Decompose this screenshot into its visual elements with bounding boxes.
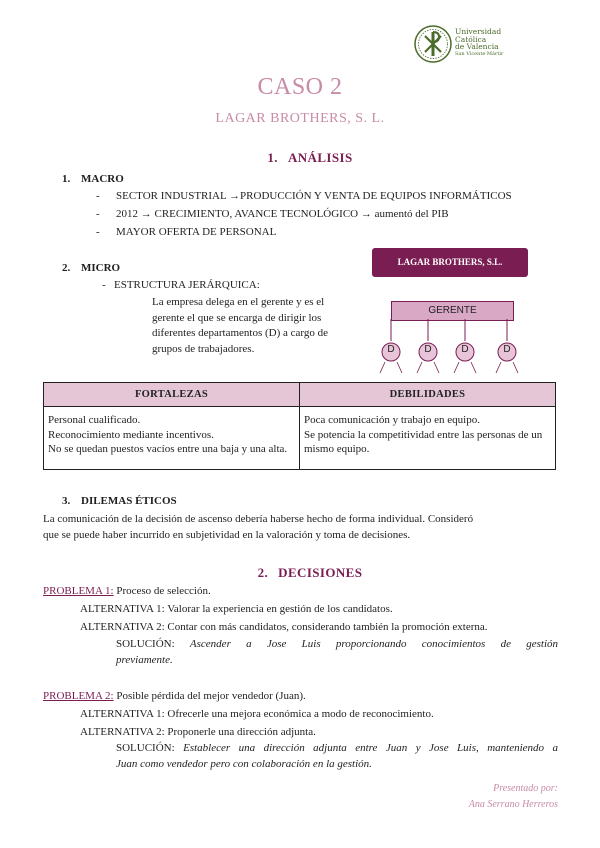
org-dept-node: D: [455, 342, 475, 367]
column-header-debilidades: DEBILIDADES: [300, 383, 556, 407]
dilemas-paragraph: La comunicación de la decisión de ascenso debería haberse hecho de forma individual. Consideró que se puede haber incurrido en subjetividad en la valoración y toma de decisiones.: [43, 513, 474, 541]
problem-1-solution: SOLUCIÓN: Ascender a Jose Luis proporcionando conocimientos de gestión previamente.: [116, 638, 558, 666]
dilemas-heading: 3. DILEMAS ÉTICOS: [62, 495, 177, 507]
org-company-box: LAGAR BROTHERS, S.L.: [372, 248, 528, 277]
problem-2-alternative-2: ALTERNATIVA 2: Proponerle una dirección adjunta.: [80, 726, 316, 738]
logo-seal-icon: [413, 24, 453, 64]
problem-2-solution: SOLUCIÓN: Establecer una dirección adjunta entre Juan y Jose Luis, manteniendo a Juan como vendedor pero con colaboración en la gestión.: [116, 742, 558, 770]
problem-2-title: PROBLEMA 2: Posible pérdida del mejor vendedor (Juan).: [43, 690, 306, 702]
logo-text: Universidad Católica de Valencia San Vicente Mártir: [455, 27, 504, 57]
strengths-weaknesses-table: [43, 382, 556, 470]
micro-item: - ESTRUCTURA JERÁRQUICA:: [102, 279, 260, 291]
micro-description: La empresa delega en el gerente y es el gerente el que se encarga de dirigir los diferentes departamentos (D) a cargo de grupos de trabajadores.: [152, 296, 329, 355]
macro-item: - 2012 → CRECIMIENTO, AVANCE TECNOLÓGICO → aumentó del PIB: [96, 208, 449, 220]
org-dept-node: D: [418, 342, 438, 367]
fortalezas-cell: Personal cualificado. Reconocimiento mediante incentivos. No se quedan puestos vacíos entre una baja y una alta.: [44, 407, 300, 470]
page-subtitle: LAGAR BROTHERS, S. L.: [215, 111, 385, 126]
org-dept-node: D: [497, 342, 517, 367]
footer-author: Ana Serrano Herreros: [468, 799, 558, 810]
debilidades-cell: Poca comunicación y trabajo en equipo. Se potencia la competitividad entre las personas de un mismo equipo.: [300, 407, 556, 470]
macro-item: - MAYOR OFERTA DE PERSONAL: [96, 226, 277, 238]
footer-presented-by: Presentado por:: [493, 783, 558, 794]
macro-heading: 1. MACRO: [62, 173, 124, 185]
column-header-fortalezas: FORTALEZAS: [44, 383, 300, 407]
section-heading-analisis: 1. ANÁLISIS: [267, 150, 353, 165]
problem-1-title: PROBLEMA 1: Proceso de selección.: [43, 585, 211, 597]
macro-item: - SECTOR INDUSTRIAL →PRODUCCIÓN Y VENTA DE EQUIPOS INFORMÁTICOS: [96, 190, 512, 202]
section-heading-decisiones: 2. DECISIONES: [257, 565, 363, 580]
problem-1-alternative-2: ALTERNATIVA 2: Contar con más candidatos, considerando también la promoción externa.: [80, 621, 488, 633]
page-title: CASO 2: [257, 74, 343, 100]
micro-heading: 2. MICRO: [62, 262, 121, 274]
university-logo: [413, 24, 453, 64]
problem-1-alternative-1: ALTERNATIVA 1: Valorar la experiencia en gestión de los candidatos.: [80, 603, 393, 615]
org-dept-node: D: [381, 342, 401, 367]
problem-2-alternative-1: ALTERNATIVA 1: Ofrecerle una mejora económica a modo de reconocimiento.: [80, 708, 434, 720]
org-manager-box: GERENTE: [391, 301, 514, 321]
